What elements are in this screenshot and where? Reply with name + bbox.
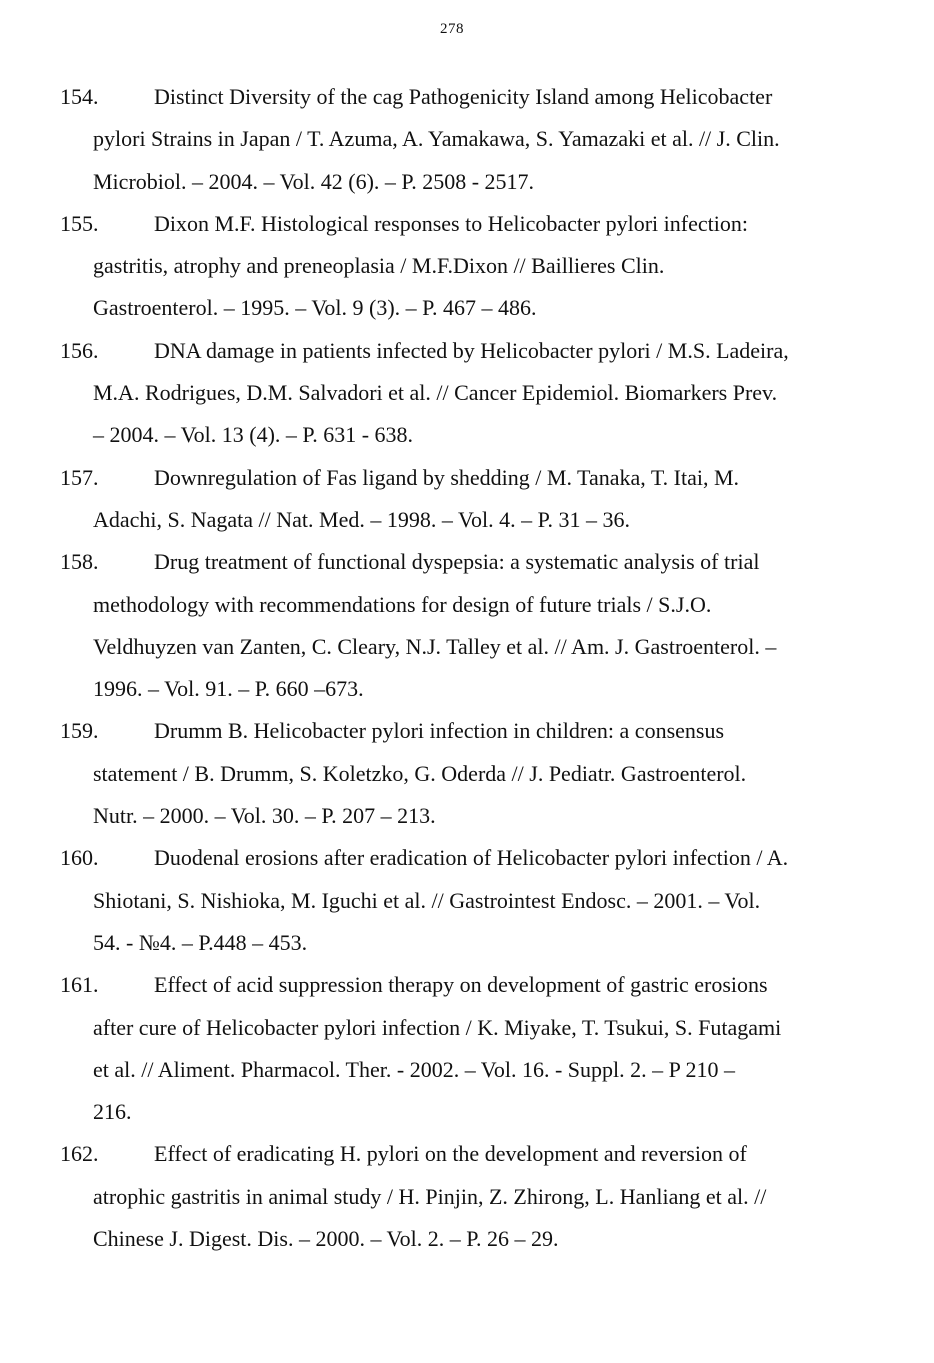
reference-item xyxy=(60,457,880,542)
reference-first-line xyxy=(60,457,880,499)
reference-number: 157. xyxy=(60,464,99,490)
reference-first-line xyxy=(60,541,880,583)
reference-item xyxy=(60,330,880,457)
reference-first-line xyxy=(60,964,880,1006)
reference-item xyxy=(60,964,880,1133)
reference-text-line: statement / B. Drumm, S. Koletzko, G. Oderda // J. Pediatr. Gastroenterol. xyxy=(93,760,747,786)
reference-number: 156. xyxy=(60,337,99,363)
reference-item xyxy=(60,541,880,710)
reference-item xyxy=(60,1133,880,1260)
reference-text-line: pylori Strains in Japan / T. Azuma, A. Yamakawa, S. Yamazaki et al. // J. Clin. xyxy=(93,126,780,152)
reference-number: 162. xyxy=(60,1141,99,1167)
reference-first-line xyxy=(60,203,880,245)
reference-text-line: Drug treatment of functional dyspepsia: a systematic analysis of trial xyxy=(154,549,760,575)
reference-item xyxy=(60,203,880,330)
reference-first-line xyxy=(60,837,880,879)
reference-item xyxy=(60,837,880,964)
reference-number: 160. xyxy=(60,845,99,871)
reference-text-line: Adachi, S. Nagata // Nat. Med. – 1998. – Vol. 4. – P. 31 – 36. xyxy=(93,506,630,532)
reference-first-line xyxy=(60,76,880,118)
reference-text-line: Duodenal erosions after eradication of Helicobacter pylori infection / A. xyxy=(154,845,789,871)
reference-text-line: Effect of acid suppression therapy on development of gastric erosions xyxy=(154,972,768,998)
reference-text-line: methodology with recommendations for design of future trials / S.J.O. xyxy=(93,591,712,617)
page-number: 278 xyxy=(440,21,464,37)
reference-item xyxy=(60,710,880,837)
reference-number: 154. xyxy=(60,84,99,109)
reference-text-line: 1996. – Vol. 91. – P. 660 –673. xyxy=(93,676,364,702)
reference-text-line: M.A. Rodrigues, D.M. Salvadori et al. // Cancer Epidemiol. Biomarkers Prev. xyxy=(93,380,778,406)
reference-text-line: 54. - №4. – P.448 – 453. xyxy=(93,929,308,955)
reference-text-line: Effect of eradicating H. pylori on the development and reversion of xyxy=(154,1141,747,1167)
reference-number: 161. xyxy=(60,972,99,998)
reference-text-line: Downregulation of Fas ligand by shedding / M. Tanaka, T. Itai, M. xyxy=(154,464,740,490)
reference-text-line: Dixon M.F. Histological responses to Helicobacter pylori infection: xyxy=(154,210,748,236)
reference-first-line xyxy=(60,1133,880,1175)
reference-number: 155. xyxy=(60,210,99,236)
reference-text-line: Gastroenterol. – 1995. – Vol. 9 (3). – P. 467 – 486. xyxy=(93,295,537,321)
reference-text-line: Drumm B. Helicobacter pylori infection in children: a consensus xyxy=(154,718,725,744)
reference-text-line: after cure of Helicobacter pylori infection / K. Miyake, T. Tsukui, S. Futagami xyxy=(93,1014,782,1040)
reference-number: 159. xyxy=(60,718,99,744)
reference-text-line: – 2004. – Vol. 13 (4). – P. 631 - 638. xyxy=(93,422,414,448)
reference-text-line: Microbiol. – 2004. – Vol. 42 (6). – P. 2508 - 2517. xyxy=(93,168,535,194)
reference-item xyxy=(60,76,880,203)
reference-text-line: DNA damage in patients infected by Helicobacter pylori / M.S. Ladeira, xyxy=(154,337,789,363)
reference-text-line: atrophic gastritis in animal study / H. Pinjin, Z. Zhirong, L. Hanliang et al. // xyxy=(93,1183,767,1209)
reference-text-line: gastritis, atrophy and preneoplasia / M.F.Dixon // Baillieres Clin. xyxy=(93,253,665,279)
reference-text-line: Distinct Diversity of the cag Pathogenicity Island among Helicobacter xyxy=(154,84,773,109)
reference-number: 158. xyxy=(60,549,99,575)
reference-first-line xyxy=(60,330,880,372)
reference-text-line: 216. xyxy=(93,1099,132,1125)
reference-list xyxy=(60,76,880,1260)
reference-text-line: Shiotani, S. Nishioka, M. Iguchi et al. // Gastrointest Endosc. – 2001. – Vol. xyxy=(93,887,761,913)
reference-text-line: et al. // Aliment. Pharmacol. Ther. - 2002. – Vol. 16. - Suppl. 2. – P 210 – xyxy=(93,1056,736,1082)
reference-text-line: Chinese J. Digest. Dis. – 2000. – Vol. 2. – P. 26 – 29. xyxy=(93,1226,559,1252)
reference-text-line: Veldhuyzen van Zanten, C. Cleary, N.J. Talley et al. // Am. J. Gastroenterol. – xyxy=(93,633,777,659)
reference-first-line xyxy=(60,710,880,752)
reference-text-line: Nutr. – 2000. – Vol. 30. – P. 207 – 213. xyxy=(93,803,436,829)
